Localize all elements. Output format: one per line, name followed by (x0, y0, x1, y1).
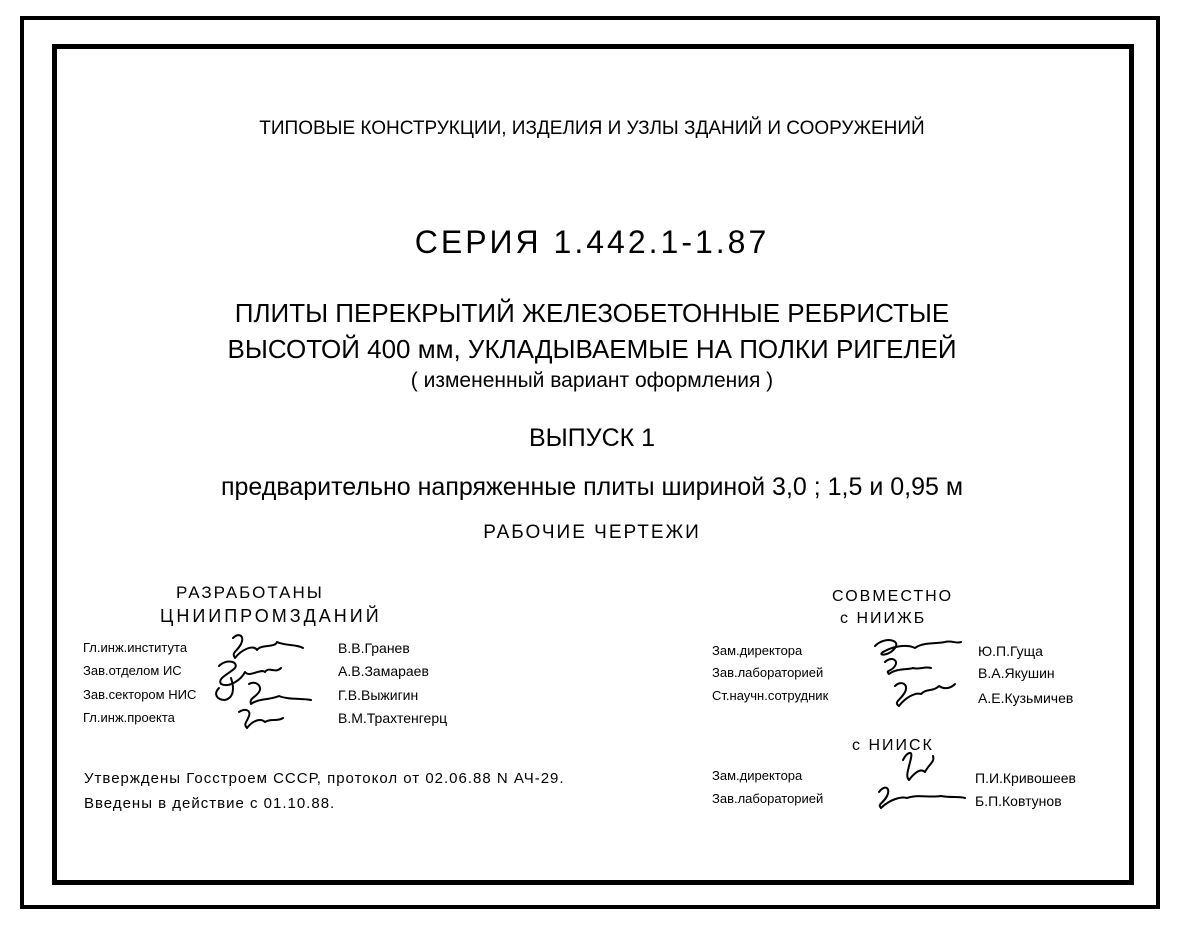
joint-role-5: Зав.лабораторией (712, 791, 824, 806)
issue-number: ВЫПУСК 1 (528, 424, 656, 452)
title-line-1: ПЛИТЫ ПЕРЕКРЫТИЙ ЖЕЛЕЗОБЕТОННЫЕ РЕБРИСТЫЕ (234, 298, 950, 328)
developer-role-3: Зав.сектором НИС (83, 687, 197, 702)
joint-role-3: Ст.научн.сотрудник (712, 688, 829, 703)
joint-name-5: Б.П.Ковтунов (975, 793, 1062, 809)
joint-role-1: Зам.директора (712, 643, 803, 658)
series-title: СЕРИЯ 1.442.1-1.87 (414, 224, 770, 260)
joint-org-2: с НИИСК (852, 737, 934, 754)
joint-role-2: Зав.лабораторией (712, 665, 824, 680)
developer-heading: РАЗРАБОТАНЫ (176, 583, 324, 602)
developer-signatures (205, 628, 335, 743)
joint-name-1: Ю.П.Гуща (978, 643, 1043, 659)
developer-role-4: Гл.инж.проекта (83, 710, 175, 725)
joint-heading: СОВМЕСТНО (832, 588, 954, 605)
developer-name-4: В.М.Трахтенгерц (338, 710, 448, 726)
subtitle: предварительно напряженные плиты шириной 3,0 ; 1,5 и 0,95 м (220, 473, 964, 501)
approval-line-1: Утверждены Госстроем СССР, протокол от 02.06.88 N АЧ-29. (84, 770, 565, 787)
joint-role-4: Зам.директора (712, 768, 803, 783)
title-line-2: ВЫСОТОЙ 400 мм, УКЛАДЫВАЕМЫЕ НА ПОЛКИ РИГЕЛЕЙ (227, 334, 957, 364)
title-note: ( измененный вариант оформления ) (410, 369, 774, 392)
developer-role-2: Зав.отделом ИС (83, 663, 182, 678)
joint-name-4: П.И.Кривошеев (975, 770, 1076, 786)
working-drawings-label: РАБОЧИЕ ЧЕРТЕЖИ (483, 522, 701, 543)
developer-role-1: Гл.инж.института (83, 640, 188, 655)
joint-name-2: В.А.Якушин (978, 665, 1055, 681)
developer-org: ЦНИИПРОМЗДАНИЙ (160, 606, 382, 626)
developer-name-3: Г.В.Выжигин (338, 687, 419, 703)
developer-name-1: В.В.Гранев (338, 640, 410, 656)
joint-org-1: с НИИЖБ (840, 610, 927, 627)
approval-line-2: Введены в действие с 01.10.88. (84, 795, 336, 812)
developer-name-2: А.В.Замараев (338, 663, 429, 679)
joint-name-3: А.Е.Кузьмичев (978, 690, 1074, 706)
header-text: ТИПОВЫЕ КОНСТРУКЦИИ, ИЗДЕЛИЯ И УЗЛЫ ЗДАНИЙ И СООРУЖЕНИЙ (259, 118, 925, 139)
joint-signatures (855, 632, 975, 812)
